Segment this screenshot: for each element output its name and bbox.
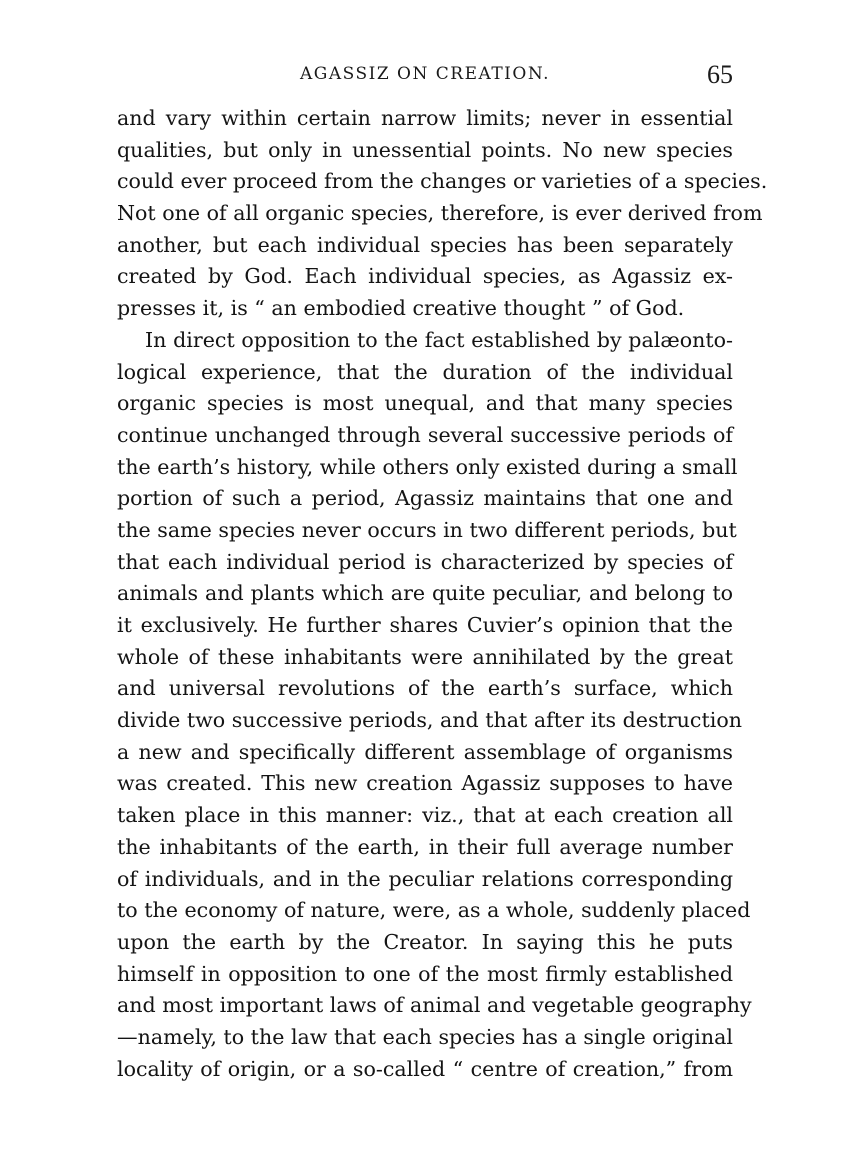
text-line: and universal revolutions of the earth’s surface, which: [117, 676, 733, 701]
text-line: another, but each individual species has been separately: [117, 232, 733, 257]
text-line: could ever proceed from the changes or varieties of a species.: [117, 169, 768, 194]
text-line: animals and plants which are quite peculiar, and belong to: [117, 581, 733, 606]
text-line: taken place in this manner: viz., that at each creation all: [117, 803, 733, 828]
text-line: whole of these inhabitants were annihilated by the great: [117, 644, 733, 669]
text-line: created by God. Each individual species, as Agassiz ex-: [117, 264, 733, 289]
text-line: locality of origin, or a so-called “ centre of creation,” from: [117, 1056, 733, 1081]
paragraph-start-line: In direct opposition to the fact established by palæonto-: [145, 327, 733, 352]
text-line: and vary within certain narrow limits; never in essential: [117, 106, 733, 130]
text-line: a new and specifically different assemblage of organisms: [117, 739, 733, 764]
text-line: —namely, to the law that each species has a single original: [117, 1024, 733, 1049]
page-number: 65: [707, 60, 733, 89]
text-line: it exclusively. He further shares Cuvier’s opinion that the: [117, 613, 733, 637]
text-line: the inhabitants of the earth, in their full average number: [117, 834, 733, 859]
text-line: portion of such a period, Agassiz maintains that one and: [117, 486, 733, 511]
text-line: Not one of all organic species, therefore, is ever derived from: [117, 201, 763, 226]
text-line: upon the earth by the Creator. In saying this he puts: [117, 929, 733, 954]
text-line: and most important laws of animal and vegetable geography: [117, 993, 752, 1018]
text-line: to the economy of nature, were, as a whole, suddenly placed: [117, 898, 751, 923]
text-line: continue unchanged through several successive periods of: [117, 422, 733, 447]
text-line: the earth’s history, while others only existed during a small: [117, 454, 738, 479]
running-head: [117, 60, 733, 90]
text-line: qualities, but only in unessential points. No new species: [117, 137, 733, 162]
text-line: divide two successive periods, and that after its destruction: [117, 708, 742, 733]
text-line: organic species is most unequal, and that many species: [117, 391, 733, 416]
paragraph-end-line: presses it, is “ an embodied creative thought ” of God.: [117, 296, 685, 321]
text-line: the same species never occurs in two different periods, but: [117, 517, 737, 542]
running-head-title: AGASSIZ ON CREATION.: [299, 64, 551, 84]
text-line: of individuals, and in the peculiar relations corresponding: [117, 866, 733, 891]
text-line: that each individual period is characterized by species of: [117, 549, 733, 574]
text-line: was created. This new creation Agassiz supposes to have: [117, 771, 733, 796]
text-line: logical experience, that the duration of the individual: [117, 359, 733, 384]
text-line: himself in opposition to one of the most firmly established: [117, 961, 733, 986]
body-text: [117, 103, 768, 1085]
